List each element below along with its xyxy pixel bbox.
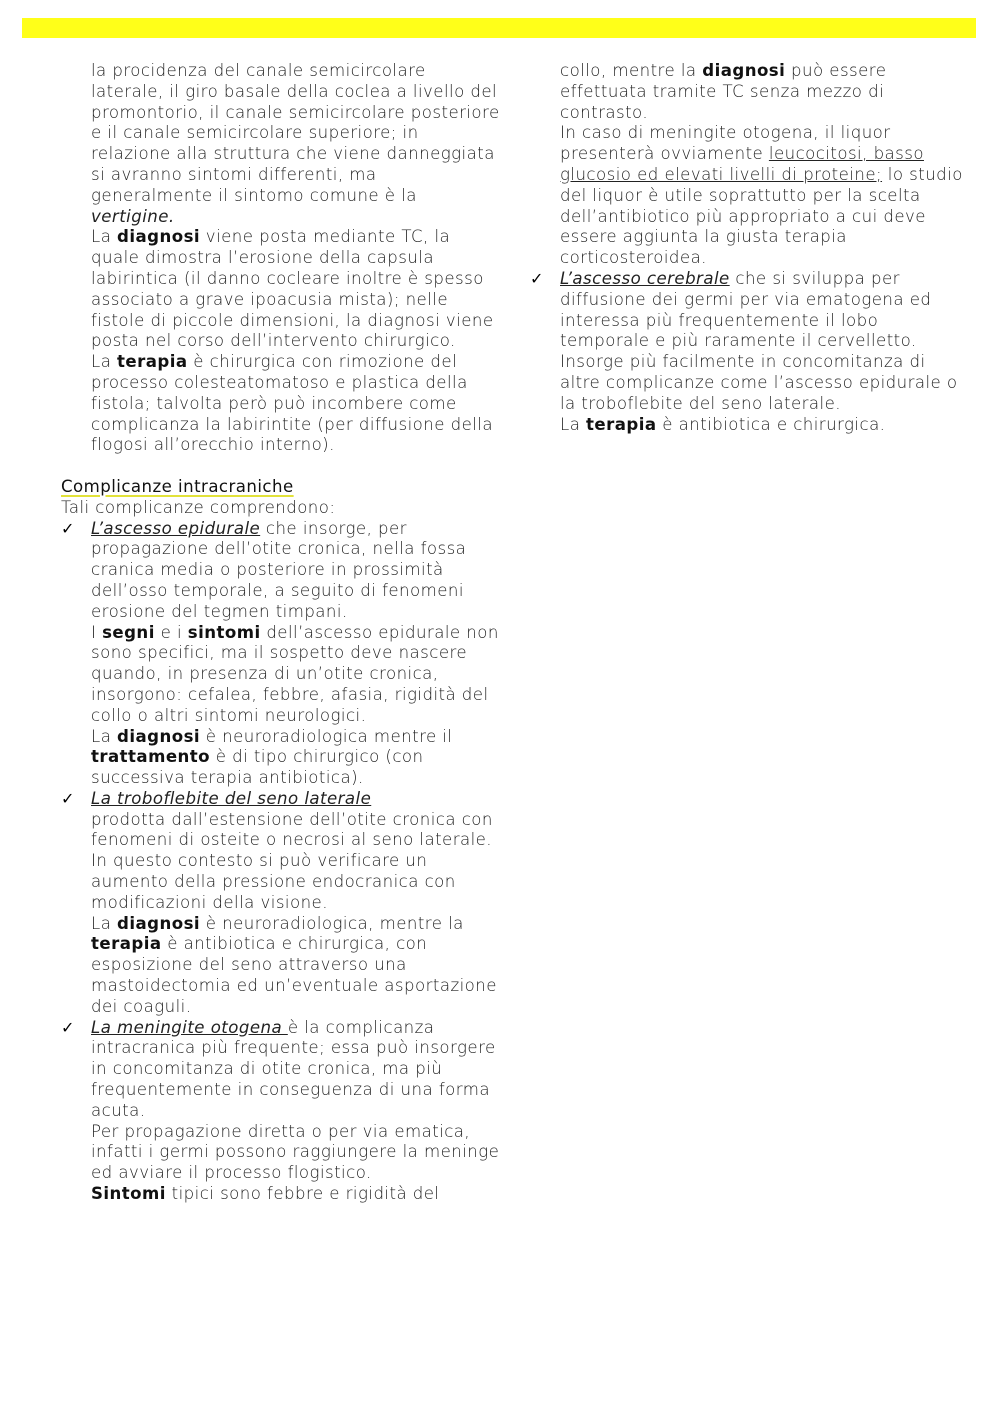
bold-term: sintomi [187,622,261,642]
text: può essere effettuata tramite TC senza mezzo di contrasto. [560,61,887,122]
bold-term: terapia [586,414,657,434]
text: è neuroradiologica, mentre la [200,913,464,933]
paragraph-diagnosi [61,227,501,352]
item-title: La troboflebite del seno laterale [91,788,372,808]
item-title: L’ascesso epidurale [91,518,261,538]
highlight-bar [22,18,976,38]
bold-term: segni [102,622,155,642]
paragraph-diagnosi-tc [530,61,970,123]
text: e i [154,622,188,642]
item-paragraph [91,519,501,623]
bold-term: diagnosi [117,227,201,247]
text: La [91,913,118,933]
text: La [91,227,118,247]
right-column [530,61,970,435]
list-item-ascesso-epidurale [61,519,501,789]
text: è di tipo chirurgico (con successiva terapia antibiotica). [91,747,424,788]
section-intro: Tali complicanze comprendono: [61,497,336,517]
bold-term: trattamento [91,747,211,767]
checkmark-icon: ✓ [61,788,75,808]
bold-term: Sintomi [91,1184,166,1204]
item-paragraph [560,269,970,415]
item-paragraph: prodotta dall’estensione dell’otite cronica con fenomeni di osteite o necrosi al seno laterale. [91,809,493,850]
text: lo studio del liquor è utile soprattutto per la scelta dell’antibiotico più appropriato a cui deve essere aggiunta la giusta terapia corticosteroidea. [560,164,963,268]
text: collo, mentre la [560,61,703,80]
item-paragraph [560,415,970,436]
checkmark-icon: ✓ [61,1017,75,1037]
text: è antibiotica e chirurgica. [656,414,886,434]
left-column [61,61,501,1205]
text: è neuroradiologica mentre il [200,726,453,746]
section-heading: Complicanze intracraniche [61,476,294,496]
text: La [91,352,118,372]
text: I [91,622,103,642]
bold-term: terapia [117,352,188,372]
item-paragraph [91,1184,501,1205]
text: che insorge, per propagazione dell’otite cronica, nella fossa cranica media o posteriore in prossimità dell’osso temporale, a seguito di fenomeni erosione del tegmen timpani. [91,518,467,621]
text: è chirurgica con rimozione del processo colesteatomatoso e plastica della fistola; talvolta però può incombere come complicanza la labirintite (per diffusione della flogosi all’orecchio interno). [91,352,493,455]
bold-term: terapia [91,934,162,954]
text: viene posta mediante TC, la quale dimostra l’erosione della capsula labirintica (il danno cocleare inoltre è spesso associato a grave ipoacusia mista); nelle fistole di piccole dimensioni, la diagnosi viene posta nel corso dell’intervento chirurgico. [91,227,494,351]
bold-term: diagnosi [702,61,786,80]
item-paragraph: Per propagazione diretta o per via ematica, infatti i germi possono raggiungere la meninge ed avviare il processo flogistico. [91,1121,500,1183]
paragraph-text: la procidenza del canale semicircolare laterale, il giro basale della coclea a livello del promontorio, il canale semicircolare posteriore e il canale semicircolare superiore; in relazione alla struttura che viene danneggiata si avranno sintomi differenti, ma generalmente il sintomo comune è la [91,61,500,205]
italic-term: vertigine. [91,206,175,226]
text: è antibiotica e chirurgica, con esposizione del seno attraverso una mastoidectomia ed un’eventuale asportazione dei coaguli. [91,934,497,1016]
text: tipici sono febbre e rigidità del [165,1184,440,1204]
text: dell’ascesso epidurale non sono specifici, ma il sospetto deve nascere quando, in presenza di un’otite cronica, insorgono: cefalea, febbre, afasia, rigidità del collo o altri sintomi neurologici. [91,622,499,725]
bold-term: diagnosi [117,726,201,746]
text: che si sviluppa per diffusione dei germi per via ematogena ed interessa più frequentemente il lobo temporale e più raramente il cervelletto. Insorge più facilmente in concomitanza di altre complicanze come l’ascesso epidurale o la troboflebite del seno laterale. [560,268,958,413]
bold-term: diagnosi [117,913,201,933]
item-title-line [91,789,501,810]
text: La [560,414,587,434]
list-item-troboflebite [61,789,501,1018]
text: In caso di meningite otogena, il liquor presenterà ovviamente [560,123,891,164]
checkmark-icon: ✓ [530,268,544,288]
list-item-ascesso-cerebrale [530,269,970,435]
underlined-text: leucocitosi, basso glucosio ed elevati livelli di proteine; [560,144,924,184]
paragraph-fistola-sedi [61,61,501,227]
paragraph-liquor [530,123,970,269]
item-paragraph [91,914,501,1018]
text: La [91,726,118,746]
item-title: L’ascesso cerebrale [560,268,730,288]
checkmark-icon: ✓ [61,518,75,538]
item-paragraph: In questo contesto si può verificare un aumento della pressione endocranica con modificazioni della visione. [91,851,456,912]
item-paragraph [91,727,501,789]
text: è la complicanza intracranica più frequente; essa può insorgere in concomitanza di otite cronica, ma più frequentemente in conseguenza di una forma acuta. [91,1017,496,1120]
list-item-meningite-otogena [61,1018,501,1205]
item-paragraph [91,1018,501,1122]
item-paragraph [91,623,501,727]
paragraph-terapia [61,352,501,456]
item-title: La meningite otogena [91,1017,288,1037]
